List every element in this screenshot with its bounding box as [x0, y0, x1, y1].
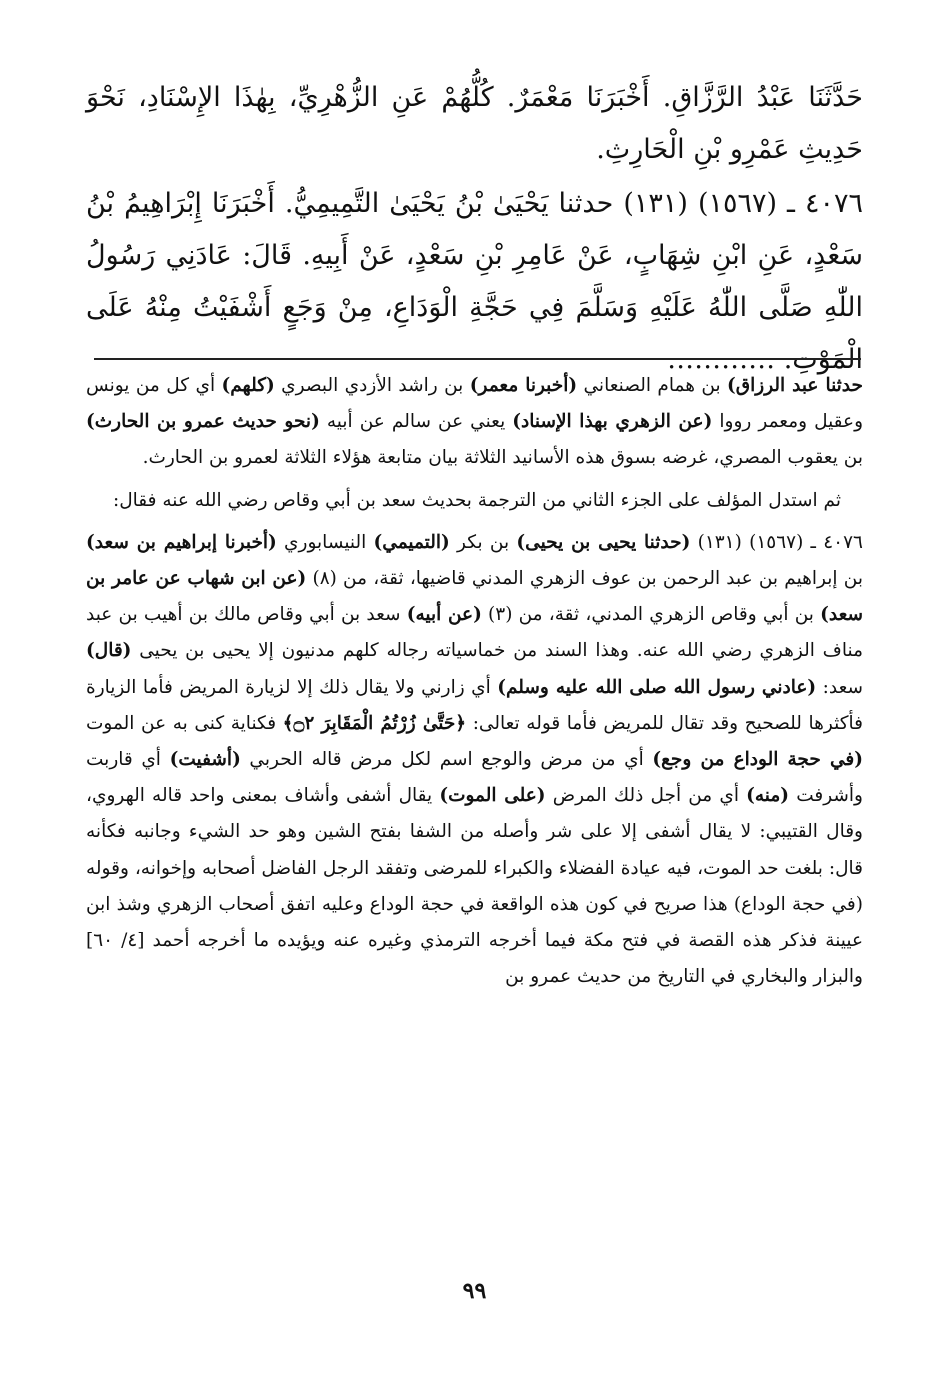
commentary-bold-segment: (نحو حديث عمرو بن الحارث)	[86, 411, 320, 433]
commentary-segment: بن أبي وقاص الزهري المدني، ثقة، من (٣)	[481, 604, 821, 626]
commentary-bold-segment: (في حجة الوداع من وجع)	[652, 749, 863, 771]
commentary-bold-segment: حدثنا عبد الرزاق)	[727, 375, 863, 396]
commentary-bold-segment: (أخبرنا معمر)	[469, 375, 578, 396]
commentary-bold-segment: (قال)	[86, 640, 132, 662]
commentary-bold-segment: (عن الزهري بهذا الإسناد)	[512, 411, 713, 433]
commentary-segment: أي كل من يونس وعقيل ومعمر رووا	[86, 375, 864, 433]
commentary-segment: يعني عن سالم عن أبيه	[319, 411, 513, 433]
commentary-segment: يقال أشفى وأشاف بمعنى واحد قاله الهروي، وقال القتيبي: لا يقال أشفى إلا على شر وأصله من الشفا بفتح الشين وهو حد الشيء وجانبه فكأنه قال: بلغت حد الموت، فيه عيادة الفضلاء والكبراء للمرضى وتفقد الرجل الفاضل أصحابه وإخوانه، وقوله (في حجة الوداع) هذا صريح في كون هذه الواقعة في حجة الوداع وعليه اتفق أصحاب الزهري وشذ ابن عيينة فذكر هذه القصة في فتح مكة فيما أخرجه الترمذي وغيره عنه ويؤيده ما أخرجه أحمد [٤/ ٦٠] والبزار والبخاري في التاريخ من حديث عمرو بن	[86, 785, 863, 988]
page-number: ٩٩	[462, 1278, 487, 1304]
hadith-body: حدثنا يَحْيَىٰ بْنُ يَحْيَىٰ التَّمِيمِيُّ. أَخْبَرَنَا إِبْرَاهِيمُ بْنُ سَعْدٍ، عَنِ ابْنِ شِهَابٍ، عَنْ عَامِرِ بْنِ سَعْدٍ، عَنْ أَبِيهِ. قَالَ: عَادَنِي رَسُولُ اللّٰهِ صَلَّى اللّٰهُ عَلَيْهِ وَسَلَّمَ فِي حَجَّةِ الْوَدَاعِ، مِنْ وَجَعٍ أَشْفَيْتُ مِنْهُ عَلَى الْمَوْتِ.	[86, 188, 863, 375]
commentary-bold-segment: (أشفيت)	[169, 749, 241, 771]
hadith-paragraph-continuation: حَدَّثَنَا عَبْدُ الرَّزَّاقِ. أَخْبَرَنَا مَعْمَرٌ. كُلُّهُمْ عَنِ الزُّهْرِيِّ، بِهٰذَا الإِسْنَادِ، نَحْوَ حَدِيثِ عَمْرِو بْنِ الْحَارِثِ.	[86, 82, 863, 165]
commentary-segment: أي من أجل ذلك المرض	[545, 785, 747, 807]
commentary-bold-segment: (حدثنا يحيى بن يحيى)	[516, 531, 691, 553]
commentary-bold-segment: (عادني رسول الله صلى الله عليه وسلم)	[497, 676, 817, 698]
commentary-paragraph-2: ثم استدل المؤلف على الجزء الثاني من الترجمة بحديث سعد بن أبي وقاص رضي الله عنه فقال:	[112, 489, 841, 511]
commentary-segment: بن راشد الأزدي البصري	[274, 375, 470, 396]
commentary-segment: النيسابوري	[276, 531, 374, 553]
commentary-segment: أي قاربت وأشرفت	[86, 749, 863, 807]
commentary-segment: بن يعقوب المصري، غرضه بسوق هذه الأسانيد الثلاثة بيان متابعة هؤلاء الثلاثة لعمرو بن الحارث.	[142, 447, 863, 469]
commentary-segment: بن بكر	[449, 531, 517, 553]
commentary-bold-segment: (عن أبيه)	[406, 604, 482, 626]
commentary-segment: بن همام الصنعاني	[577, 375, 728, 396]
commentary-segment: أي زارني ولا يقال ذلك إلا لزيارة المريض فأما الزيارة فأكثرها للصحيح وقد تقال للمريض فأما قوله تعالى:	[86, 676, 863, 734]
commentary-block	[86, 368, 863, 1001]
footnote-divider	[94, 358, 861, 360]
hadith-text-block	[86, 72, 863, 386]
commentary-paragraph-3	[86, 525, 863, 996]
commentary-bold-segment: (منه)	[746, 785, 790, 807]
commentary-bold-segment: (أخبرنا إبراهيم بن سعد)	[86, 531, 277, 553]
hadith-number: ٤٠٧٦ ـ (١٥٦٧) (١٣١)	[623, 188, 863, 219]
commentary-segment: بن إبراهيم بن عبد الرحمن بن عوف الزهري المدني قاضيها، ثقة، من (٨)	[306, 568, 863, 590]
commentary-segment: سعد بن أبي وقاص مالك بن أهيب بن عبد مناف الزهري رضي الله عنه. وهذا السند من خماسياته رجاله كلهم مدنيون إلا يحيى بن يحيى	[86, 604, 863, 662]
commentary-bold-segment: ﴿حَتَّىٰ زُرْتُمُ الْمَقَابِرَ ۝٢﴾	[282, 712, 467, 734]
commentary-bold-segment: (التميمي)	[373, 531, 450, 553]
commentary-bold-segment: (كلهم)	[221, 375, 275, 396]
commentary-segment: ٤٠٧٦ ـ (١٥٦٧) (١٣١)	[690, 531, 863, 553]
commentary-paragraph-1	[86, 368, 863, 477]
hadith-ellipsis: …………	[667, 344, 776, 375]
commentary-segment: أي من مرض والوجع اسم لكل مرض قاله الحربي	[240, 749, 653, 771]
commentary-bold-segment: (عن ابن شهاب عن عامر بن سعد)	[86, 568, 864, 626]
commentary-segment: سعد:	[816, 676, 864, 698]
hadith-paragraph-4076	[86, 178, 863, 386]
commentary-bold-segment: (على الموت)	[439, 785, 546, 807]
commentary-segment: فكناية كنى به عن الموت	[86, 712, 283, 734]
